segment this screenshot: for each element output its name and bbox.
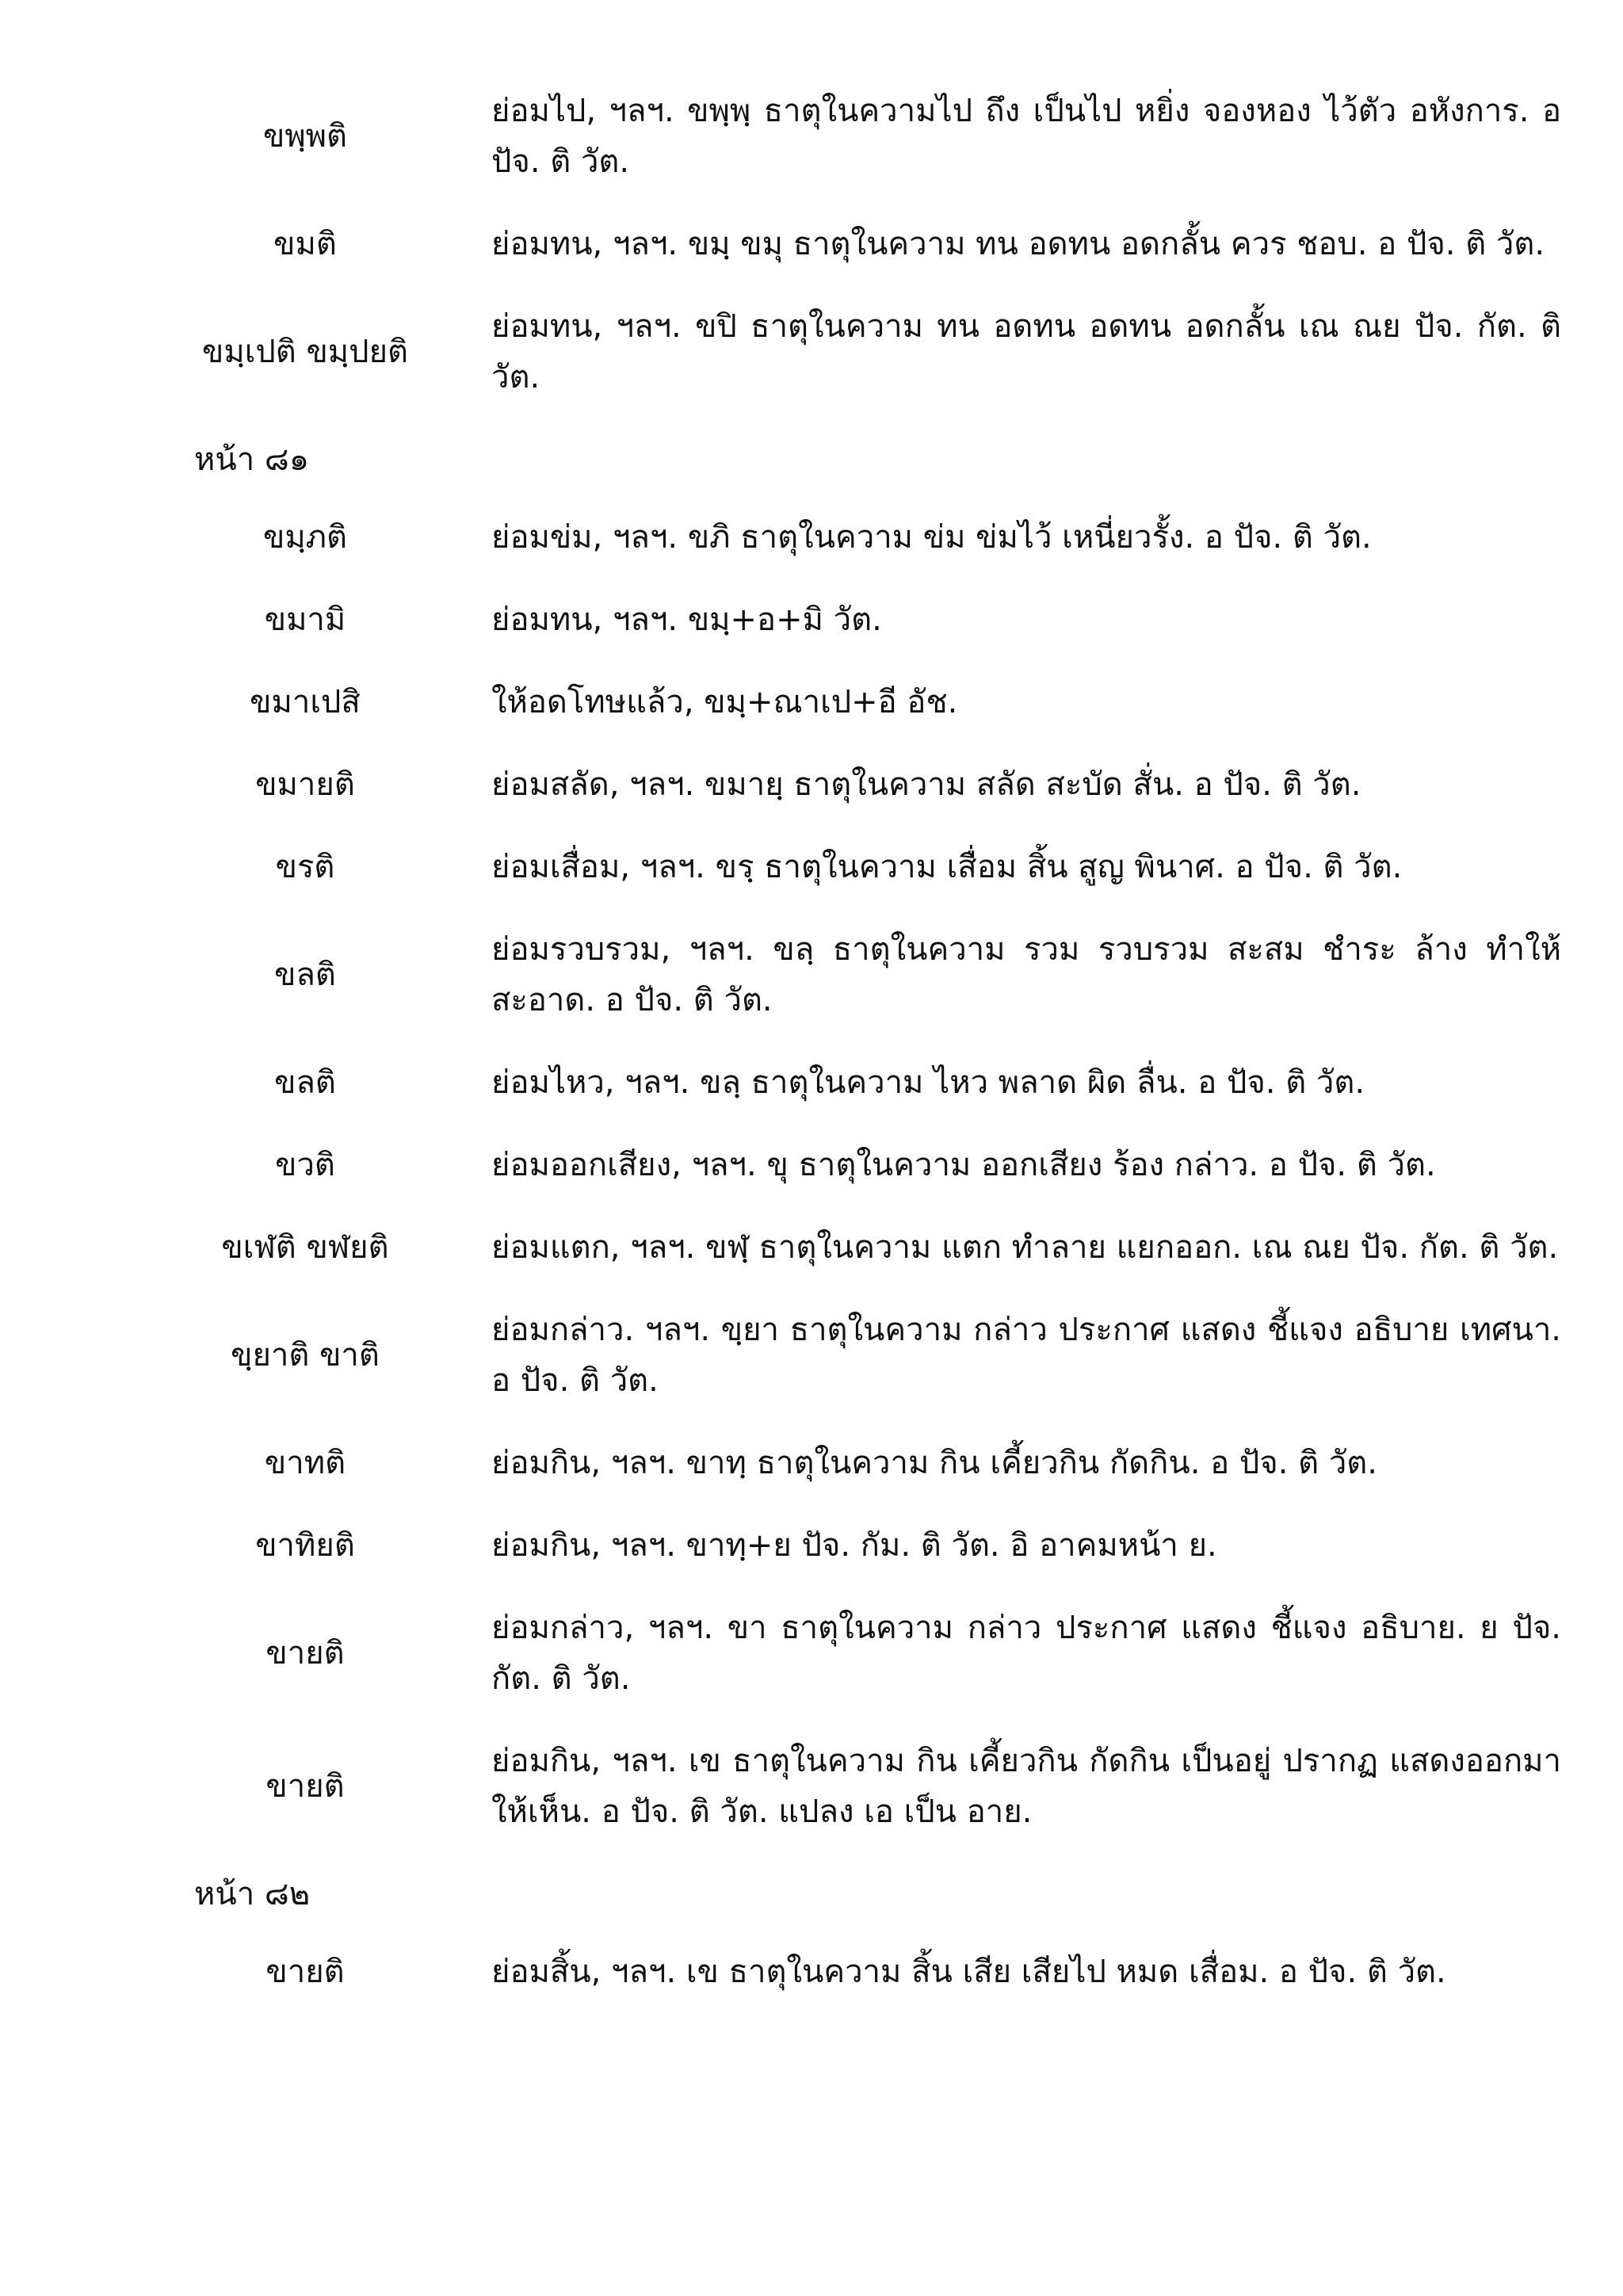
headword: ขมาเปสิ bbox=[250, 684, 361, 720]
definition: ย่อมไป, ฯลฯ. ขพฺพฺ ธาตุในความไป ถึง เป็นไป หยิ่ง จองหอง ไว้ตัว อหังการ. อ ปัจ. ติ วัต. bbox=[491, 93, 1561, 180]
headword: ขฺยาติ ขาติ bbox=[231, 1337, 380, 1373]
definition: ย่อมกล่าว. ฯลฯ. ขฺยา ธาตุในความ กล่าว ประกาศ แสดง ชี้แจง อธิบาย เทศนา. อ ปัจ. ติ วัต. bbox=[491, 1312, 1561, 1399]
definition: ย่อมกิน, ฯลฯ. ขาทฺ+ย ปัจ. กัม. ติ วัต. อิ อาคมหน้า ย. bbox=[491, 1527, 1217, 1564]
headword: ขมฺภติ bbox=[262, 519, 348, 556]
dictionary-entry bbox=[119, 924, 1561, 1026]
dictionary-entry bbox=[119, 594, 1561, 645]
definition: ย่อมทน, ฯลฯ. ขมฺ ขมุ ธาตุในความ ทน อดทน อดกลั้น ควร ชอบ. อ ปัจ. ติ วัต. bbox=[491, 226, 1545, 262]
headword: ขพฺพติ bbox=[262, 118, 348, 155]
headword: ขวติ bbox=[275, 1147, 335, 1183]
headword: ขาทิยติ bbox=[255, 1527, 355, 1564]
definition: ย่อมข่ม, ฯลฯ. ขภิ ธาตุในความ ข่ม ข่มไว้ เหนี่ยวรั้ง. อ ปัจ. ติ วัต. bbox=[491, 519, 1372, 556]
headword: ขาทติ bbox=[264, 1445, 346, 1481]
dictionary-entry bbox=[119, 842, 1561, 892]
definition: ย่อมสลัด, ฯลฯ. ขมายฺ ธาตุในความ สลัด สะบัด สั่น. อ ปัจ. ติ วัต. bbox=[491, 766, 1361, 803]
definition: ให้อดโทษแล้ว, ขมฺ+ณาเป+อี อัช. bbox=[491, 684, 958, 720]
dictionary-entry bbox=[119, 1603, 1561, 1704]
definition: ย่อมออกเสียง, ฯลฯ. ขุ ธาตุในความ ออกเสียง ร้อง กล่าว. อ ปัจ. ติ วัต. bbox=[491, 1147, 1436, 1183]
definition: ย่อมไหว, ฯลฯ. ขลฺ ธาตุในความ ไหว พลาด ผิด ลื่น. อ ปัจ. ติ วัต. bbox=[491, 1064, 1365, 1101]
definition: ย่อมสิ้น, ฯลฯ. เข ธาตุในความ สิ้น เสีย เสียไป หมด เสื่อม. อ ปัจ. ติ วัต. bbox=[491, 1954, 1446, 1990]
definition: ย่อมกิน, ฯลฯ. เข ธาตุในความ กิน เคี้ยวกิน กัดกิน เป็นอยู่ ปรากฏ แสดงออกมาให้เห็น. อ ปัจ. ติ วัต. แปลง เอ เป็น อาย. bbox=[491, 1743, 1561, 1830]
page-number-label: หน้า ๘๒ bbox=[194, 1876, 311, 1912]
headword: ขมติ bbox=[273, 226, 337, 262]
definition: ย่อมทน, ฯลฯ. ขมฺ+อ+มิ วัต. bbox=[491, 602, 882, 638]
headword: ขายติ bbox=[265, 1954, 345, 1990]
headword: ขมายติ bbox=[255, 766, 355, 803]
dictionary-entry bbox=[119, 512, 1561, 563]
dictionary-entry bbox=[119, 677, 1561, 728]
dictionary-entry bbox=[119, 1438, 1561, 1488]
dictionary-entries bbox=[119, 86, 1561, 2029]
dictionary-entry bbox=[119, 86, 1561, 187]
definition: ย่อมทน, ฯลฯ. ขปิ ธาตุในความ ทน อดทน อดทน อดกลั้น เณ ณย ปัจ. กัต. ติ วัต. bbox=[491, 308, 1561, 395]
headword: ขลติ bbox=[274, 1064, 336, 1101]
headword: ขมามิ bbox=[264, 602, 346, 638]
dictionary-entry bbox=[119, 1057, 1561, 1108]
headword: ขลติ bbox=[274, 957, 336, 993]
dictionary-entry bbox=[119, 1520, 1561, 1571]
page-number-marker bbox=[119, 1869, 1561, 1920]
headword: ขมฺเปติ ขมฺปยติ bbox=[202, 334, 408, 370]
dictionary-entry bbox=[119, 1946, 1561, 1997]
dictionary-entry bbox=[119, 1140, 1561, 1190]
dictionary-entry bbox=[119, 1222, 1561, 1273]
dictionary-entry bbox=[119, 759, 1561, 810]
definition: ย่อมเสื่อม, ฯลฯ. ขรฺ ธาตุในความ เสื่อม สิ้น สูญ พินาศ. อ ปัจ. ติ วัต. bbox=[491, 849, 1403, 885]
definition: ย่อมรวบรวม, ฯลฯ. ขลฺ ธาตุในความ รวม รวบรวม สะสม ชำระ ล้าง ทำให้สะอาด. อ ปัจ. ติ วัต. bbox=[491, 931, 1561, 1018]
headword: ขายติ bbox=[265, 1635, 345, 1671]
dictionary-entry bbox=[119, 219, 1561, 269]
page-number-label: หน้า ๘๑ bbox=[194, 441, 310, 478]
page-number-marker bbox=[119, 434, 1561, 485]
definition: ย่อมกิน, ฯลฯ. ขาทฺ ธาตุในความ กิน เคี้ยวกิน กัดกิน. อ ปัจ. ติ วัต. bbox=[491, 1445, 1377, 1481]
headword: ขรติ bbox=[275, 849, 335, 885]
dictionary-entry bbox=[119, 1305, 1561, 1406]
dictionary-entry bbox=[119, 301, 1561, 403]
dictionary-entry bbox=[119, 1736, 1561, 1837]
definition: ย่อมกล่าว, ฯลฯ. ขา ธาตุในความ กล่าว ประกาศ แสดง ชี้แจง อธิบาย. ย ปัจ. กัต. ติ วัต. bbox=[491, 1610, 1561, 1697]
definition: ย่อมแตก, ฯลฯ. ขฬฺ ธาตุในความ แตก ทำลาย แยกออก. เณ ณย ปัจ. กัต. ติ วัต. bbox=[491, 1229, 1559, 1266]
headword: ขเฬติ ขฬยติ bbox=[221, 1229, 389, 1266]
headword: ขายติ bbox=[265, 1768, 345, 1805]
